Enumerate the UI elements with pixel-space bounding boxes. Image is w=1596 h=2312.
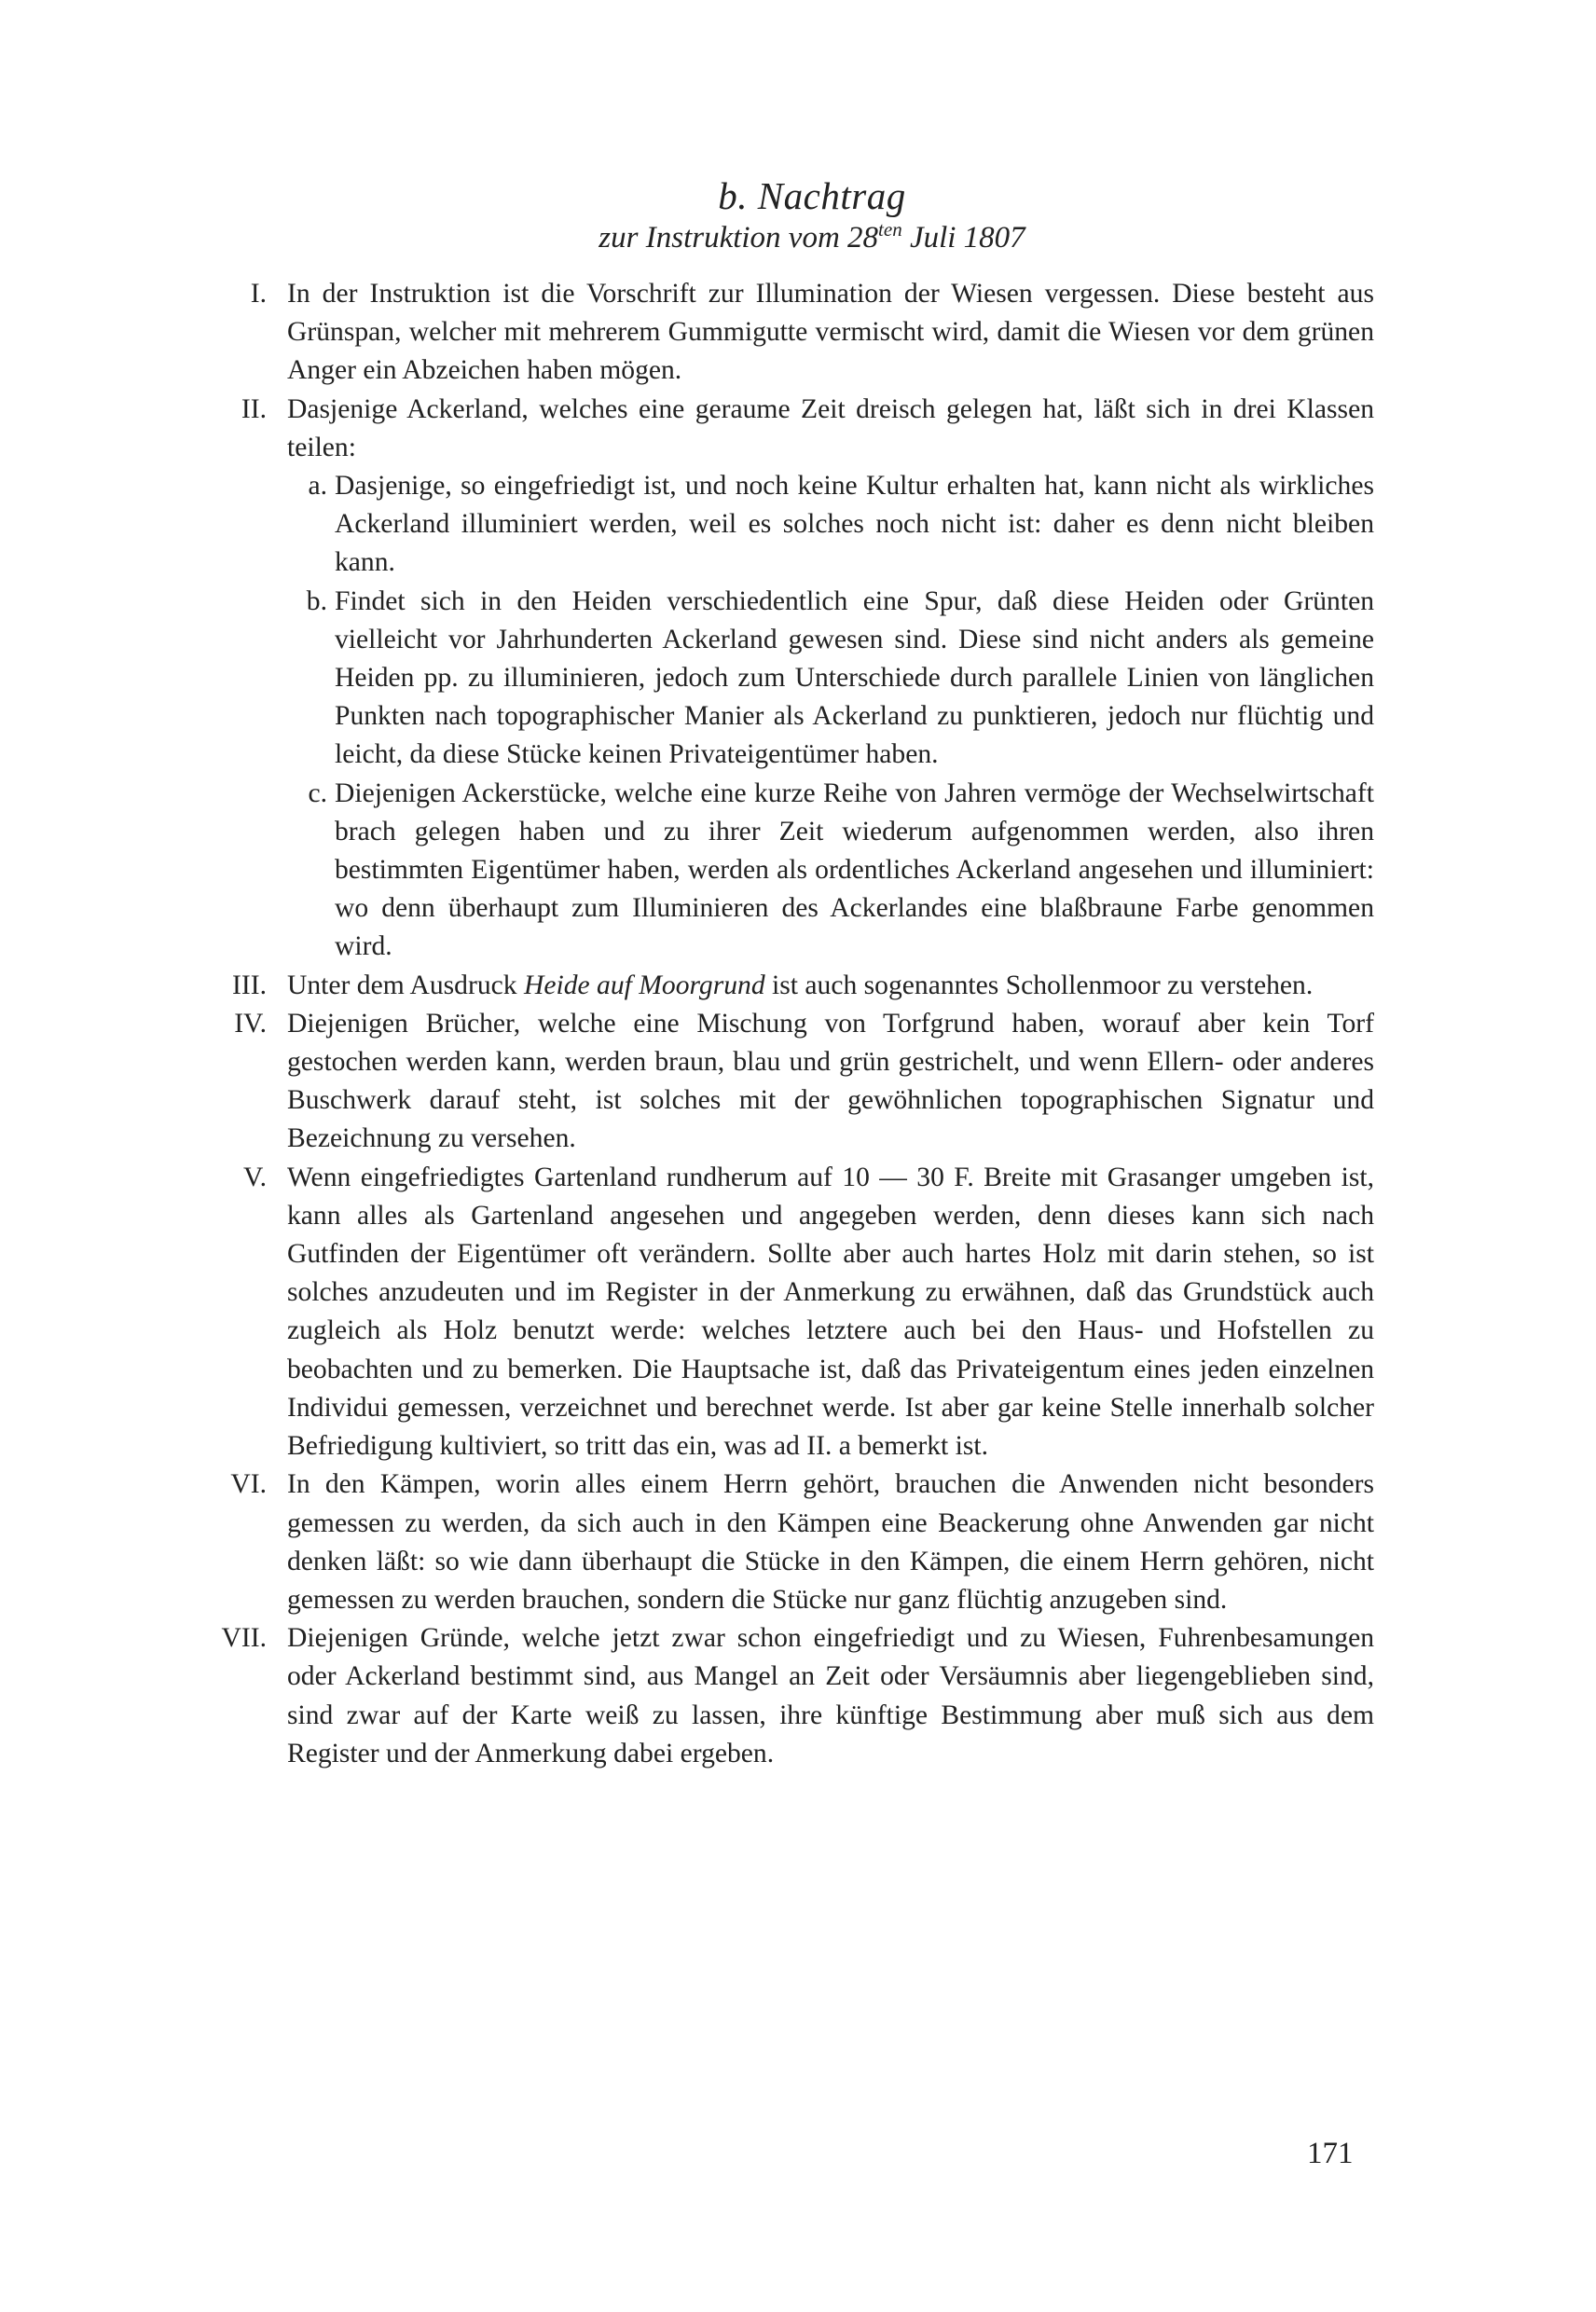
item-text: In den Kämpen, worin alles einem Herrn gehört, brauchen die Anwenden nicht besonders gemessen zu werden, da sich auch in den Kämpen eine Beackerung ohne Anwenden gar nicht denken läßt: so wie dann überhaupt die Stücke in den Kämpen, die einem Herrn gehören, nicht gemessen zu werden brauchen, sondern die Stücke nur ganz flüchtig anzugeben sind. (287, 1469, 1374, 1615)
subitem-letter: c. (308, 778, 327, 808)
item-text: Dasjenige Ackerland, welches eine geraume Zeit dreisch gelegen hat, läßt sich in drei Klassen teilen: (287, 393, 1374, 462)
page-number: 171 (1307, 2137, 1354, 2170)
item-iv (234, 1005, 1374, 1159)
item-ii (241, 391, 1374, 467)
section-title: b. Nachtrag (718, 174, 906, 217)
subtitle-date: Juli 1807 (901, 221, 1025, 255)
item-text-continued: ist auch sogenanntes Schollenmoor zu verstehen. (764, 970, 1314, 1000)
subtitle-superscript: ten (878, 218, 902, 241)
item-text: Diejenigen Brücher, welche eine Mischung von Torfgrund haben, worauf aber kein Torf gestochen werden kann, werden braun, blau und grün gestrichelt, und wenn Ellern- oder anderes Buschwerk darauf steht, ist solches mit der gewöhnlichen topographischen Signatur und Bezeichnung zu versehen. (287, 1008, 1374, 1154)
item-number: V. (243, 1162, 267, 1192)
section-subtitle (28, 218, 1596, 255)
subitem-a (308, 467, 1374, 583)
subitem-b (306, 583, 1374, 775)
subitem-text: Dasjenige, so eingefriedigt ist, und noch keine Kultur erhalten hat, kann nicht als wirkliches Ackerland illuminiert werden, weil es solches noch nicht ist: daher es denn nicht bleiben kann. (335, 471, 1374, 578)
subtitle-text: zur Instruktion vom 28 (598, 221, 879, 255)
subitem-text: Findet sich in den Heiden verschiedentlich eine Spur, daß diese Heiden oder Grünten vielleicht vor Jahrhunderten Ackerland gewesen sind. Diese sind nicht anders als gemeine Heiden pp. zu illuminieren, jedoch zum Unterschiede durch parallele Linien von länglichen Punkten nach topographischer Manier als Ackerland zu punktieren, jedoch nur flüchtig und leicht, da diese Stücke keinen Privateigentümer haben. (335, 585, 1374, 770)
instruction-list (221, 275, 1374, 1773)
item-text: In der Instruktion ist die Vorschrift zur Illumination der Wiesen vergessen. Diese besteht aus Grünspan, welcher mit mehrerem Gummigutte vermischt wird, damit die Wiesen vor dem grünen Anger ein Abzeichen haben mögen. (287, 279, 1374, 386)
item-vii (221, 1619, 1374, 1773)
subitem-text: Diejenigen Ackerstücke, welche eine kurze Reihe von Jahren vermöge der Wechselwirtschaft brach gelegen haben und zu ihrer Zeit wiederum aufgenommen werden, also ihren bestimmten Eigentümer haben, werden als ordentliches Ackerland angesehen und illuminiert: wo denn überhaupt zum Illuminieren des Ackerlandes eine blaßbraune Farbe genommen wird. (335, 778, 1374, 962)
item-text: Unter dem Ausdruck (287, 970, 524, 1000)
item-number: II. (241, 393, 267, 424)
item-iii (232, 967, 1374, 1005)
item-text: Wenn eingefriedigtes Gartenland rundherum auf 10 — 30 F. Breite mit Grasanger umgeben ist, kann alles als Gartenland angesehen und angegeben werden, denn dieses kann sich nach Gutfinden der Eigentümer oft verändern. Sollte aber auch hartes Holz mit darin stehen, so ist solches anzudeuten und im Register in der Anmerkung zu erwähnen, daß das Grundstück auch zugleich als Holz benutzt werde: welches letztere auch bei den Haus- und Hofstellen zu beobachten und zu bemerken. Die Hauptsache ist, daß das Privateigentum eines jeden einzelnen Individui gemessen, verzeichnet und berechnet werde. Ist aber gar keine Stelle innerhalb solcher Befriedigung kultiviert, so tritt das ein, was ad II. a bemerkt ist. (287, 1162, 1374, 1462)
subitem-letter: b. (306, 585, 327, 616)
subitem-letter: a. (308, 471, 327, 502)
subitem-c (308, 775, 1374, 967)
item-vi (230, 1466, 1374, 1619)
item-italic-term: Heide auf Moorgrund (523, 970, 765, 1000)
item-v (243, 1159, 1374, 1466)
item-number: VII. (221, 1623, 267, 1654)
item-number: VI. (230, 1469, 267, 1500)
item-number: IV. (234, 1008, 267, 1039)
item-number: III. (232, 970, 267, 1000)
item-text: Diejenigen Gründe, welche jetzt zwar schon eingefriedigt und zu Wiesen, Fuhrenbesamungen oder Ackerland bestimmt sind, aus Mangel an Zeit oder Versäumnis aber liegengeblieben sind, sind zwar auf der Karte weiß zu lassen, ihre künftige Bestimmung aber muß sich aus dem Register und der Anmerkung dabei ergeben. (287, 1623, 1374, 1768)
item-i (250, 275, 1374, 391)
item-number: I. (250, 279, 267, 309)
